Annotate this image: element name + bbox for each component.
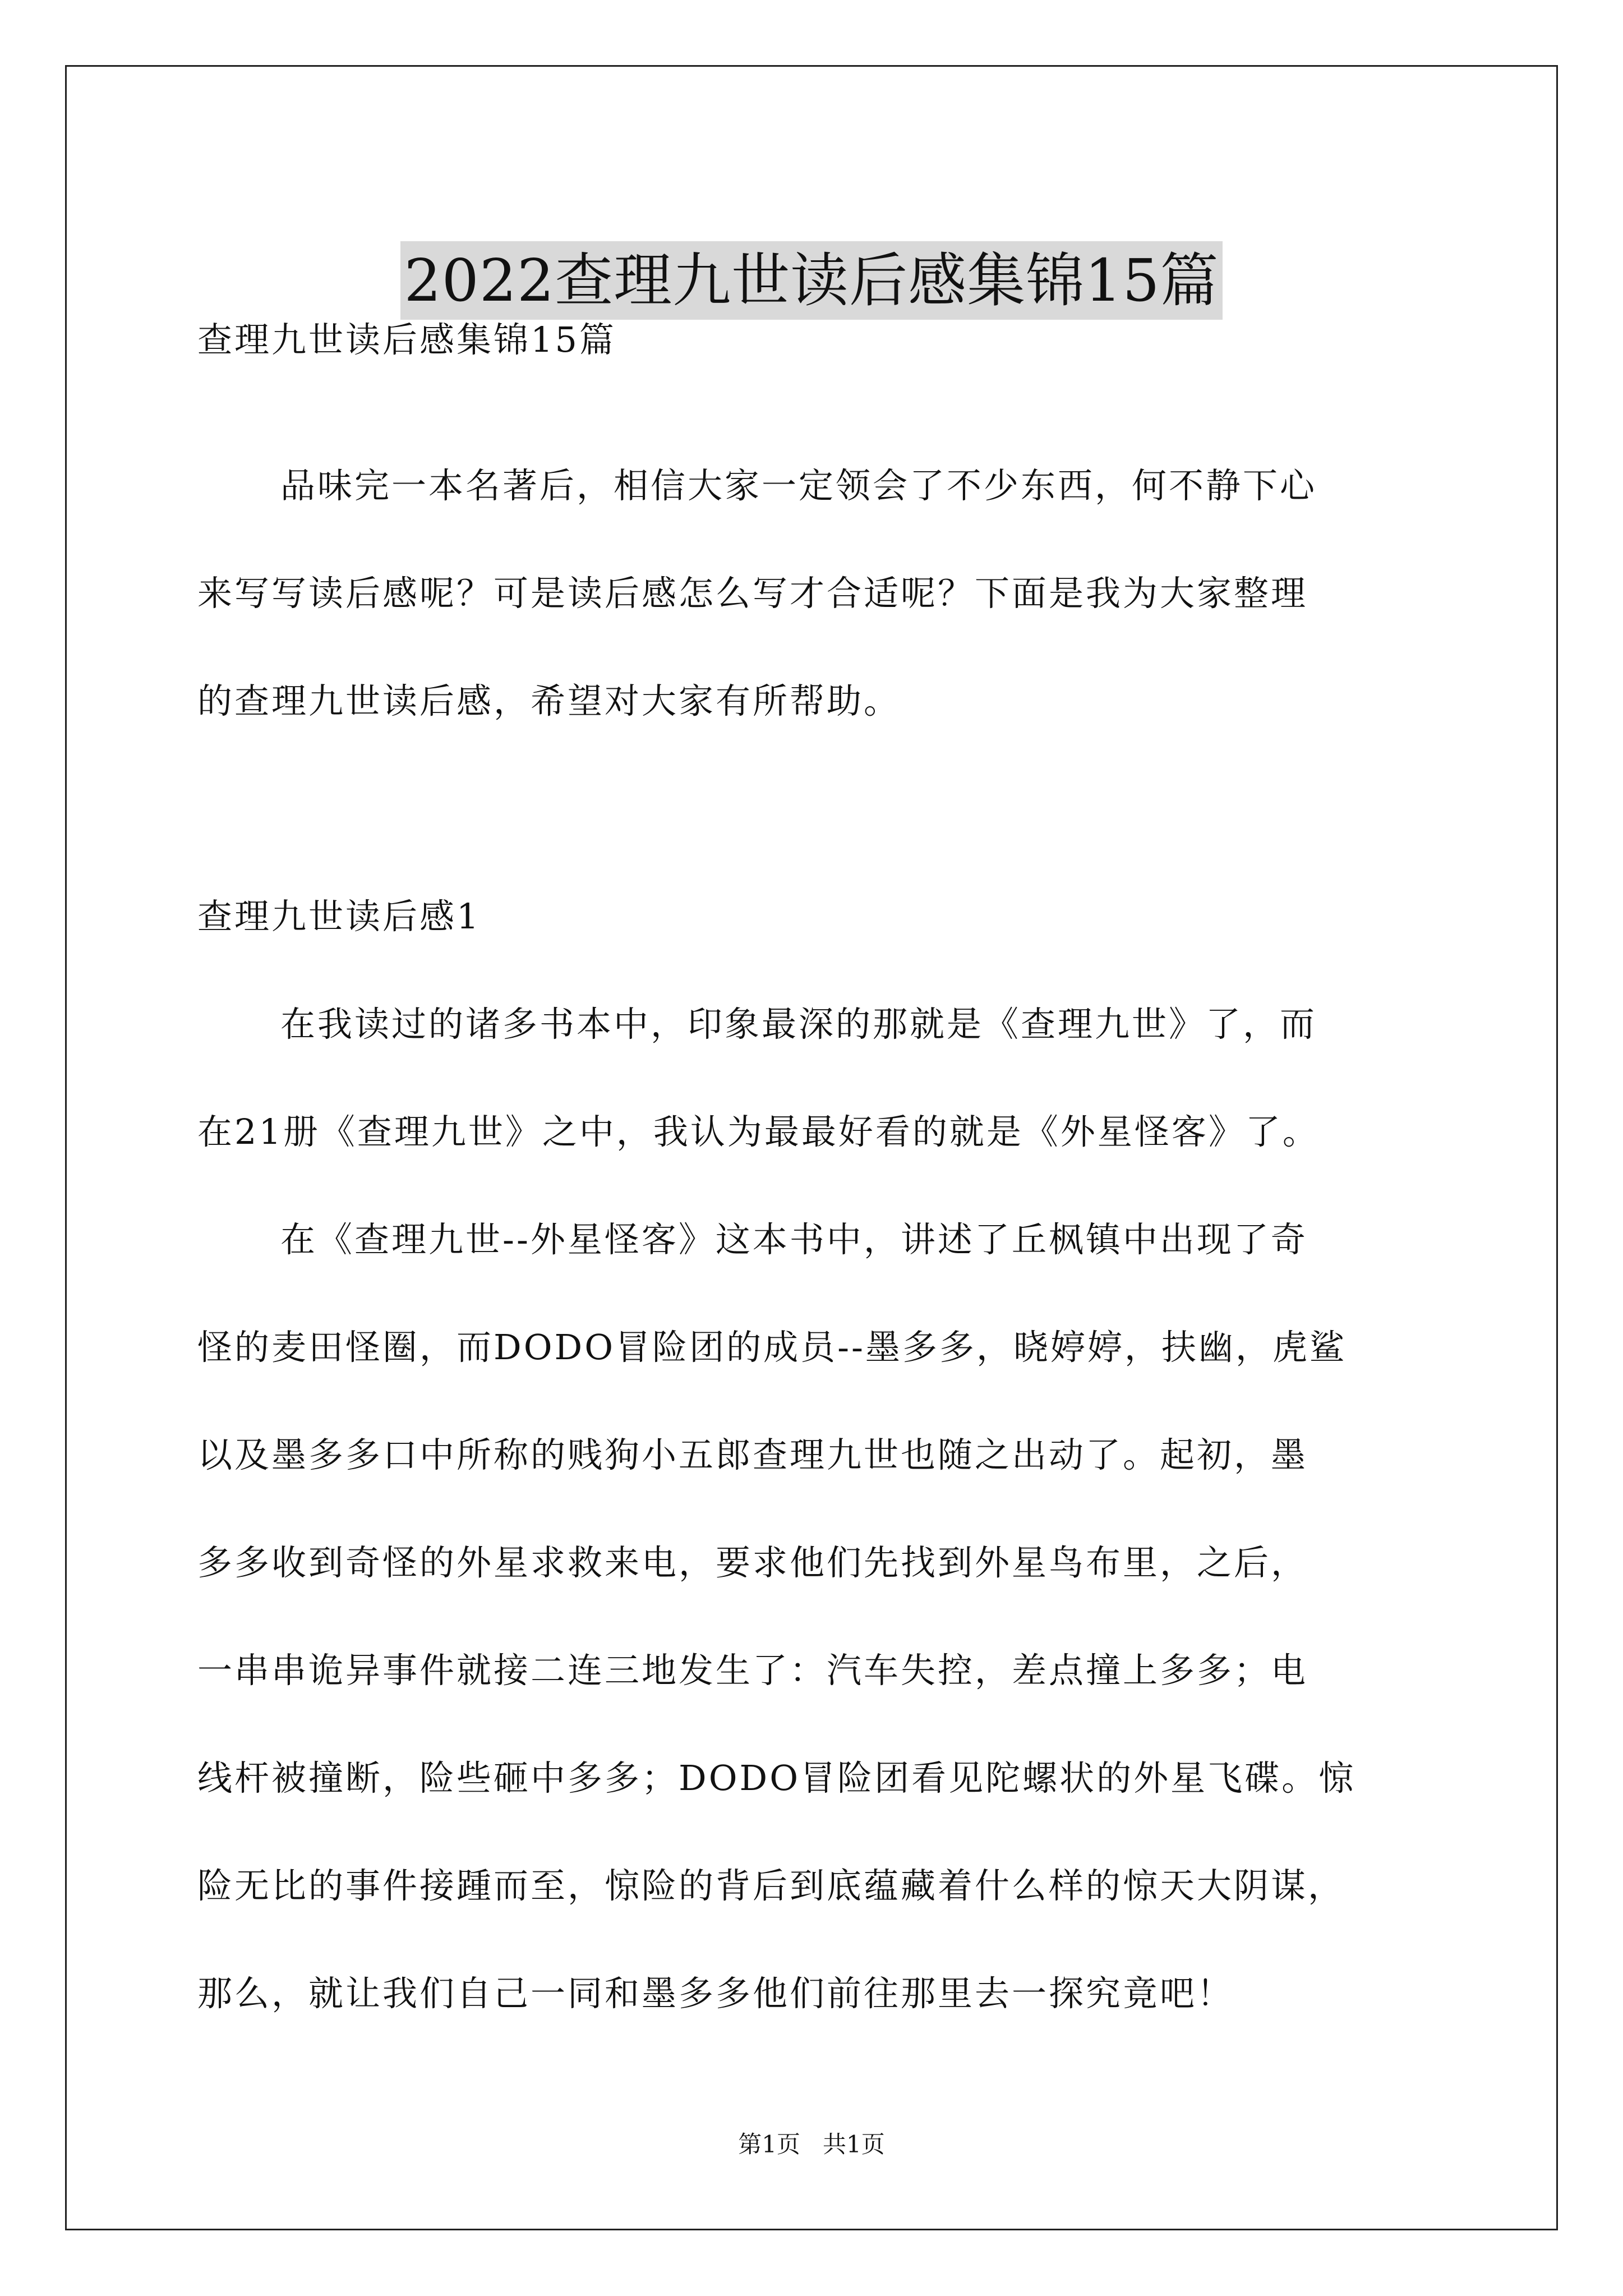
intro-line-1: 品味完一本名著后，相信大家一定领会了不少东西，何不静下心 — [280, 465, 1317, 506]
para2-line-3: 以及墨多多口中所称的贱狗小五郎查理九世也随之出动了。起初，墨 — [197, 1434, 1308, 1475]
para1-line-2: 在21册《查理九世》之中，我认为最最好看的就是《外星怪客》了。 — [197, 1111, 1320, 1152]
document-title: 2022查理九世读后感集锦15篇 — [400, 241, 1222, 320]
para2-line-8: 那么，就让我们自己一同和墨多多他们前往那里去一探究竟吧！ — [197, 1973, 1234, 2014]
section-heading: 查理九世读后感1 — [197, 896, 481, 937]
intro-line-2: 来写写读后感呢？可是读后感怎么写才合适呢？下面是我为大家整理 — [197, 573, 1308, 614]
para2-line-4: 多多收到奇怪的外星求救来电，要求他们先找到外星鸟布里，之后， — [197, 1542, 1308, 1583]
para2-line-6: 线杆被撞断，险些砸中多多；DODO冒险团看见陀螺状的外星飞碟。惊 — [197, 1757, 1356, 1798]
intro-line-3: 的查理九世读后感，希望对大家有所帮助。 — [197, 680, 901, 721]
para2-line-5: 一串串诡异事件就接二连三地发生了：汽车失控，差点撞上多多；电 — [197, 1650, 1308, 1691]
para2-line-2: 怪的麦田怪圈，而DODO冒险团的成员--墨多多，晓婷婷，扶幽，虎鲨 — [197, 1327, 1347, 1368]
para1-line-1: 在我读过的诸多书本中，印象最深的那就是《查理九世》了，而 — [280, 1004, 1317, 1045]
para2-line-7: 险无比的事件接踵而至，惊险的背后到底蕴藏着什么样的惊天大阴谋， — [197, 1865, 1345, 1906]
document-subtitle: 查理九世读后感集锦15篇 — [197, 319, 616, 360]
para2-line-1: 在《查理九世--外星怪客》这本书中，讲述了丘枫镇中出现了奇 — [280, 1219, 1308, 1260]
page-footer: 第1页 共1页 — [738, 2131, 885, 2158]
